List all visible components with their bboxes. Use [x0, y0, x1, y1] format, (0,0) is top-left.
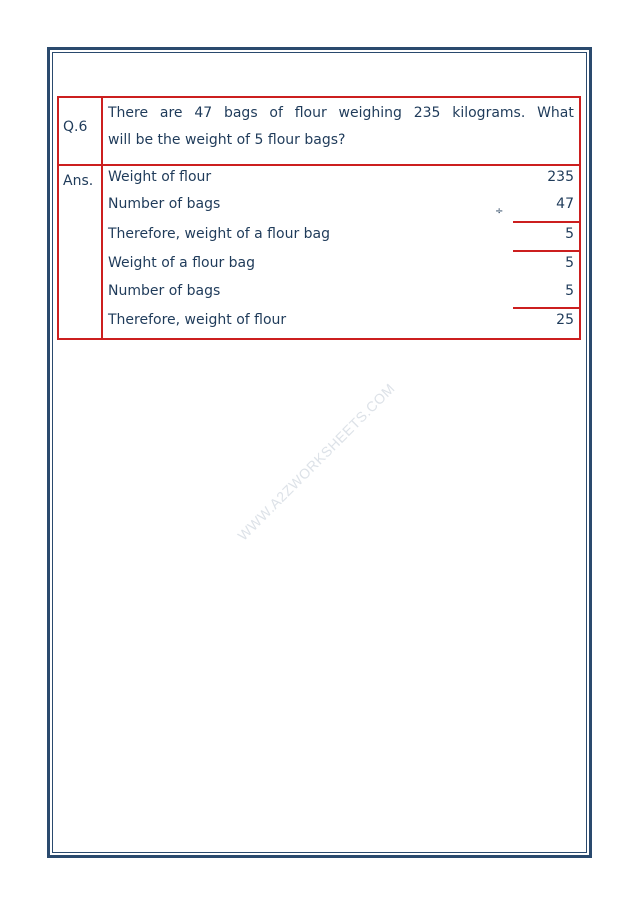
answer-row-value: 47	[556, 196, 574, 212]
question-word: What	[537, 105, 574, 121]
question-word: There	[108, 105, 149, 121]
answer-row-value: 25	[556, 312, 574, 328]
question-text-line2: will be the weight of 5 flour bags?	[108, 132, 346, 148]
question-word: 235	[413, 105, 441, 121]
answer-row-label: Number of bags	[108, 283, 221, 299]
question-word: bags	[223, 105, 258, 121]
answer-row-value: 5	[565, 283, 574, 299]
question-word: kilograms.	[452, 105, 526, 121]
answer-row-label: Weight of a flour bag	[108, 255, 256, 271]
calculation-line	[513, 307, 580, 309]
question-word: 47	[194, 105, 213, 121]
question-text-line1	[108, 104, 574, 122]
calculation-line	[513, 250, 580, 252]
answer-row-label: Therefore, weight of a flour bag	[108, 226, 330, 242]
question-word: weighing	[338, 105, 402, 121]
answer-row-label: Weight of flour	[108, 169, 212, 185]
answer-row-value: 5	[565, 226, 574, 242]
calculation-line	[513, 221, 580, 223]
answer-row-label: Therefore, weight of flour	[108, 312, 287, 328]
question-word: flour	[294, 105, 327, 121]
answer-row-value: 5	[565, 255, 574, 271]
question-word: are	[159, 105, 183, 121]
question-word: of	[269, 105, 283, 121]
watermark: WWW.A2ZWORKSHEETS.COM	[234, 380, 398, 544]
answer-label: Ans.	[63, 173, 94, 189]
division-sign: ÷	[495, 206, 504, 217]
question-number: Q.6	[63, 119, 88, 135]
answer-row-value: 235	[547, 169, 574, 185]
answer-row-label: Number of bags	[108, 196, 221, 212]
